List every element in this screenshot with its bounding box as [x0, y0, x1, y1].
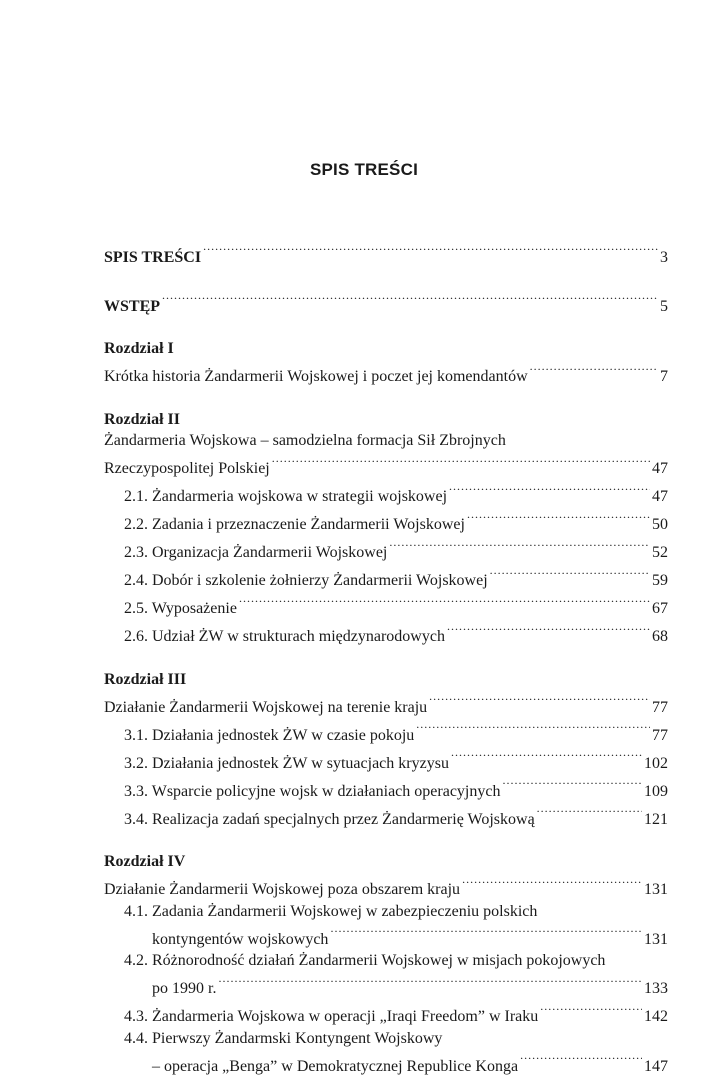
- toc-label: po 1990 r.: [152, 978, 216, 1000]
- toc-entry: [104, 360, 668, 388]
- page-number: 131: [644, 929, 668, 951]
- toc-label: Rzeczypospolitej Polskiej: [104, 458, 270, 480]
- dot-leader: [429, 690, 650, 712]
- toc-label: SPIS TREŚCI: [104, 247, 201, 269]
- dot-leader: [449, 480, 650, 502]
- toc-label: 2.6. Udział ŻW w strukturach międzynarodowych: [124, 626, 445, 648]
- dot-leader: [467, 508, 650, 530]
- toc-subentry: [104, 718, 668, 746]
- page-number: 59: [652, 570, 668, 592]
- toc-entry: [104, 452, 668, 480]
- toc-subentry: [104, 746, 668, 774]
- toc-label: 2.3. Organizacja Żandarmerii Wojskowej: [124, 542, 387, 564]
- toc-subentry: [104, 774, 668, 802]
- page-number: 142: [644, 1006, 668, 1028]
- dot-leader: [272, 452, 650, 474]
- dot-leader: [530, 360, 658, 382]
- page-number: 102: [644, 753, 668, 775]
- toc-label: 3.2. Działania jednostek ŻW w sytuacjach kryzysu: [124, 753, 449, 775]
- page-number: 147: [644, 1056, 668, 1077]
- page-number: 133: [644, 978, 668, 1000]
- toc-entry: [104, 690, 668, 718]
- toc-label: kontyngentów wojskowych: [152, 929, 328, 951]
- page-number: 67: [652, 598, 668, 620]
- page-number: 7: [660, 366, 668, 388]
- toc-label: Działanie Żandarmerii Wojskowej na terenie kraju: [104, 697, 427, 719]
- dot-leader: [462, 873, 642, 895]
- dot-leader: [162, 289, 658, 311]
- toc-label: 3.3. Wsparcie policyjne wojsk w działaniach operacyjnych: [124, 781, 500, 803]
- page-number: 3: [660, 247, 668, 269]
- toc-subentry: [104, 972, 668, 1000]
- dot-leader: [537, 802, 642, 824]
- chapter-heading: Rozdział I: [104, 338, 668, 360]
- toc-label: 2.1. Żandarmeria wojskowa w strategii wojskowej: [124, 486, 447, 508]
- toc-entry-spis: [104, 240, 668, 268]
- dot-leader: [416, 718, 650, 740]
- page-number: 50: [652, 514, 668, 536]
- page-number: 131: [644, 879, 668, 901]
- toc-label: – operacja „Benga” w Demokratycznej Republice Konga: [152, 1056, 518, 1077]
- dot-leader: [451, 746, 642, 768]
- dot-leader: [502, 774, 642, 796]
- toc-entry-line: [104, 430, 668, 452]
- toc-entry: [104, 873, 668, 901]
- toc-label: 4.4. Pierwszy Żandarmski Kontyngent Wojskowy: [124, 1028, 442, 1050]
- toc-subentry: [104, 802, 668, 830]
- page-number: 47: [652, 486, 668, 508]
- toc-label: 4.2. Różnorodność działań Żandarmerii Wojskowej w misjach pokojowych: [124, 950, 605, 972]
- page-number: 121: [644, 809, 668, 831]
- page-number: 77: [652, 697, 668, 719]
- chapter-heading: Rozdział II: [104, 409, 668, 431]
- toc-label: 3.1. Działania jednostek ŻW w czasie pokoju: [124, 725, 414, 747]
- dot-leader: [203, 240, 658, 262]
- toc-subentry-line: [104, 1028, 668, 1050]
- page-number: 47: [652, 458, 668, 480]
- page-number: 68: [652, 626, 668, 648]
- toc-entry-wstep: [104, 289, 668, 317]
- page-title: SPIS TREŚCI: [0, 160, 728, 180]
- toc-subentry-line: [104, 950, 668, 972]
- page-number: 52: [652, 542, 668, 564]
- toc-subentry: [104, 922, 668, 950]
- chapter-heading: Rozdział III: [104, 669, 668, 691]
- dot-leader: [389, 536, 650, 558]
- toc-label: 2.4. Dobór i szkolenie żołnierzy Żandarmerii Wojskowej: [124, 570, 488, 592]
- toc-subentry: [104, 564, 668, 592]
- dot-leader: [330, 922, 642, 944]
- toc-subentry-line: [104, 901, 668, 923]
- toc-subentry: [104, 592, 668, 620]
- toc-label: 4.3. Żandarmeria Wojskowa w operacji „Iraqi Freedom” w Iraku: [124, 1006, 538, 1028]
- toc-label: 4.1. Zadania Żandarmerii Wojskowej w zabezpieczeniu polskich: [124, 901, 537, 923]
- toc-label: 2.5. Wyposażenie: [124, 598, 237, 620]
- toc-label: 3.4. Realizacja zadań specjalnych przez Żandarmerię Wojskową: [124, 809, 535, 831]
- page-number: 5: [660, 296, 668, 318]
- toc-subentry: [104, 1000, 668, 1028]
- page-number: 77: [652, 725, 668, 747]
- toc-subentry: [104, 536, 668, 564]
- dot-leader: [239, 592, 650, 614]
- dot-leader: [447, 620, 650, 642]
- toc-label: WSTĘP: [104, 296, 160, 318]
- dot-leader: [540, 1000, 642, 1022]
- dot-leader: [218, 972, 642, 994]
- chapter-heading: Rozdział IV: [104, 851, 668, 873]
- toc-subentry: [104, 620, 668, 648]
- toc-subentry: [104, 1049, 668, 1077]
- dot-leader: [520, 1049, 642, 1071]
- toc-label: Żandarmeria Wojskowa – samodzielna formacja Sił Zbrojnych: [104, 430, 506, 452]
- toc-label: Krótka historia Żandarmerii Wojskowej i poczet jej komendantów: [104, 366, 528, 388]
- toc-subentry: [104, 508, 668, 536]
- dot-leader: [490, 564, 650, 586]
- toc-label: Działanie Żandarmerii Wojskowej poza obszarem kraju: [104, 879, 460, 901]
- toc-label: 2.2. Zadania i przeznaczenie Żandarmerii Wojskowej: [124, 514, 465, 536]
- page-number: 109: [644, 781, 668, 803]
- table-of-contents: [104, 240, 668, 1077]
- toc-subentry: [104, 480, 668, 508]
